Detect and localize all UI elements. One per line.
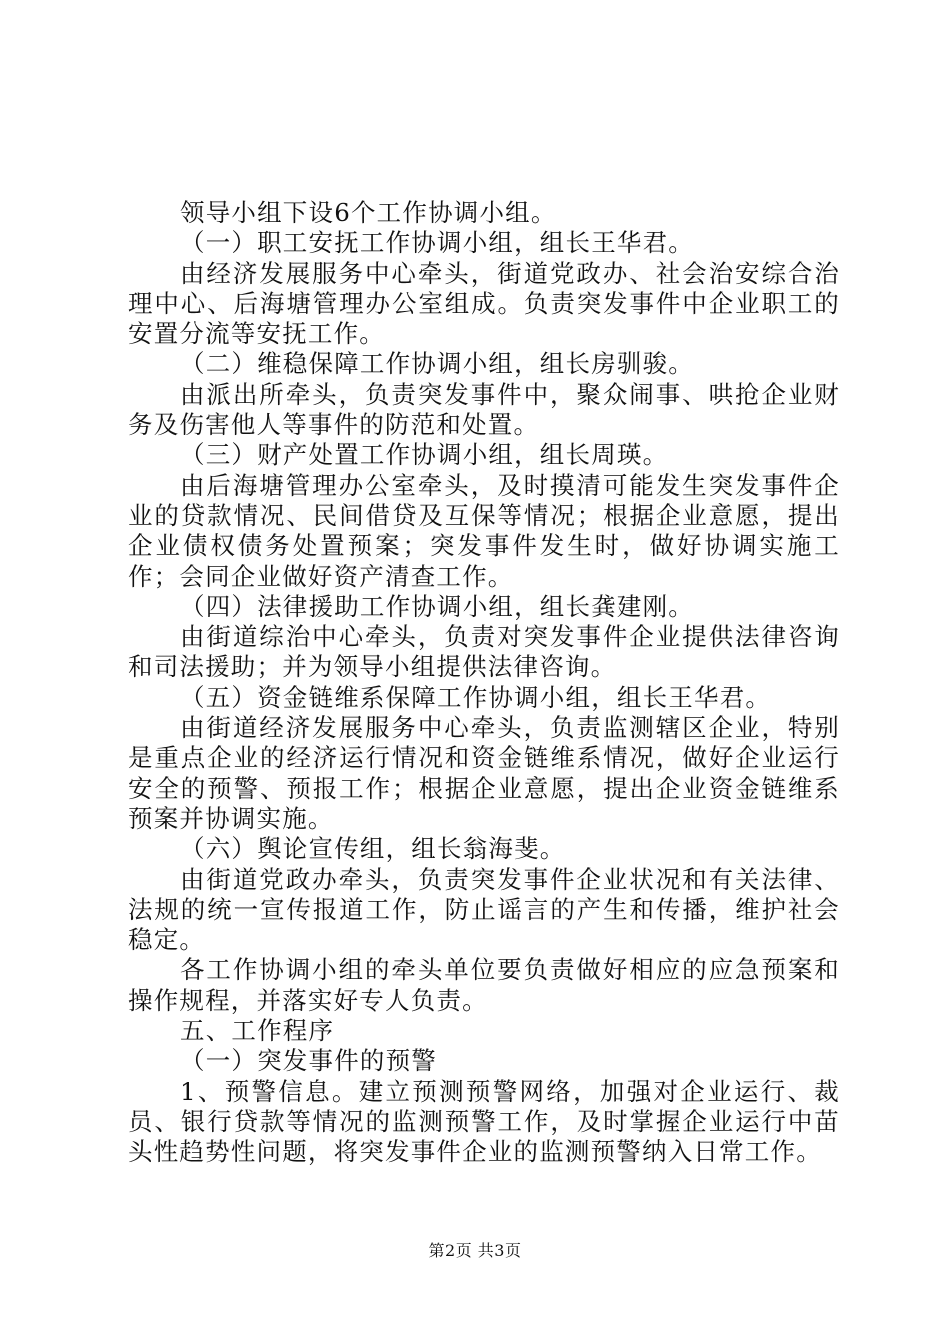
paragraph-heading-group-1: （一）职工安抚工作协调小组，组长王华君。 xyxy=(180,228,694,258)
paragraph-body-group-4: 由街道综治中心牵头，负责对突发事件企业提供法律咨询和司法援助；并为领导小组提供法律咨询。 xyxy=(128,622,840,682)
paragraph-body-group-1: 由经济发展服务中心牵头，街道党政办、社会治安综合治理中心、后海塘管理办公室组成。负责突发事件中企业职工的安置分流等安抚工作。 xyxy=(128,258,840,349)
page-number-footer: 第2页 共3页 xyxy=(428,1241,522,1260)
paragraph-warning-info: 1、预警信息。建立预测预警网络，加强对企业运行、裁员、银行贷款等情况的监测预警工作，及时掌握企业运行中苗头性趋势性问题，将突发事件企业的监测预警纳入日常工作。 xyxy=(128,1076,840,1167)
paragraph-body-group-5: 由街道经济发展服务中心牵头，负责监测辖区企业，特别是重点企业的经济运行情况和资金链维系情况，做好企业运行安全的预警、预报工作；根据企业意愿，提出企业资金链维系预案并协调实施。 xyxy=(128,713,840,833)
paragraph-heading-group-6: （六）舆论宣传组，组长翁海斐。 xyxy=(180,834,566,864)
section-heading-procedure: 五、工作程序 xyxy=(180,1016,335,1046)
paragraph-heading-group-2: （二）维稳保障工作协调小组，组长房驯骏。 xyxy=(180,349,694,379)
paragraph-heading-group-4: （四）法律援助工作协调小组，组长龚建刚。 xyxy=(180,591,694,621)
paragraph-body-group-6: 由街道党政办牵头，负责突发事件企业状况和有关法律、法规的统一宣传报道工作，防止谣言的产生和传播，维护社会稳定。 xyxy=(128,864,840,955)
subsection-heading-warning: （一）突发事件的预警 xyxy=(180,1046,437,1076)
document-body xyxy=(128,198,840,1168)
paragraph-responsibility: 各工作协调小组的牵头单位要负责做好相应的应急预案和操作规程，并落实好专人负责。 xyxy=(128,955,840,1015)
paragraph-body-group-2: 由派出所牵头，负责突发事件中，聚众闹事、哄抢企业财务及伤害他人等事件的防范和处置。 xyxy=(128,379,840,440)
paragraph-heading-group-5: （五）资金链维系保障工作协调小组，组长王华君。 xyxy=(180,682,772,712)
paragraph-intro: 领导小组下设6个工作协调小组。 xyxy=(180,198,557,227)
paragraph-heading-group-3: （三）财产处置工作协调小组，组长周瑛。 xyxy=(180,440,669,470)
paragraph-body-group-3: 由后海塘管理办公室牵头，及时摸清可能发生突发事件企业的贷款情况、民间借贷及互保等情况；根据企业意愿，提出企业债权债务处置预案；突发事件发生时，做好协调实施工作；会同企业做好资产清查工作。 xyxy=(128,470,840,591)
